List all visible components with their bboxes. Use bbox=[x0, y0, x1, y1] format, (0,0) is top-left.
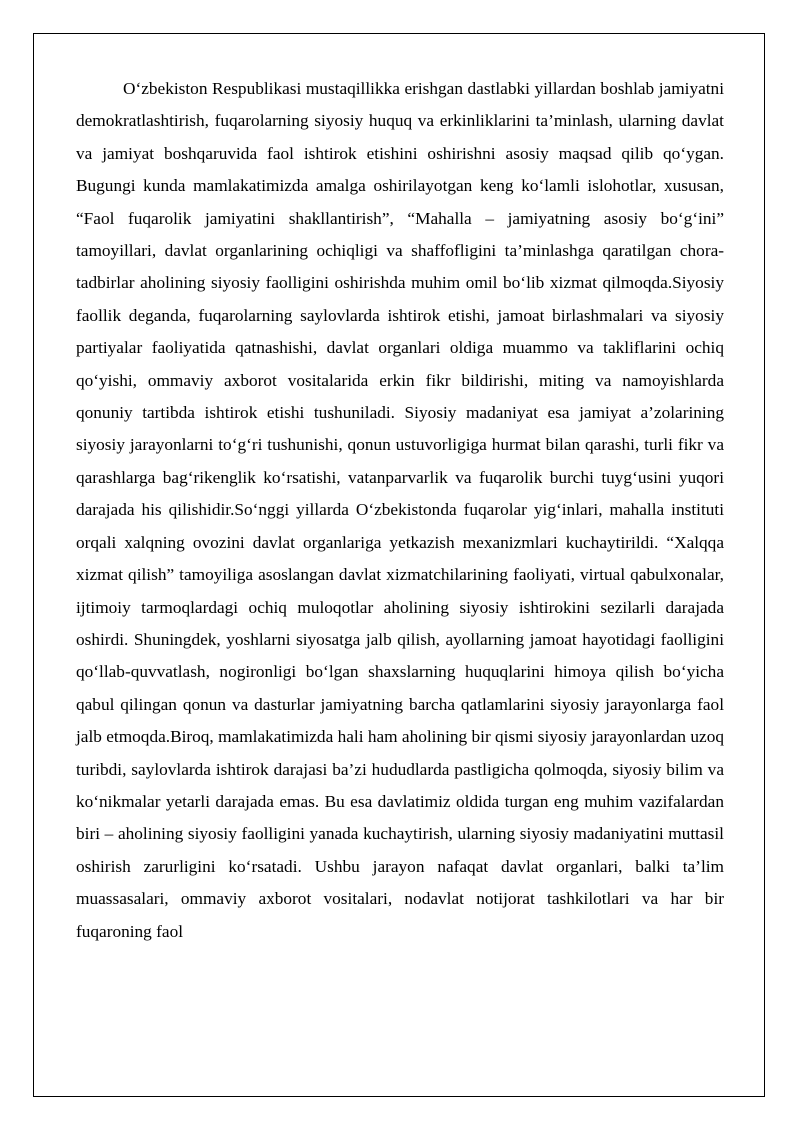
body-paragraph: O‘zbekiston Respublikasi mustaqillikka erishgan dastlabki yillardan boshlab jamiyatni demokratlashtirish, fuqarolarning siyosiy huquq va erkinliklarini ta’minlash, ularning davlat va jamiyat boshqaruvida faol ishtirok etishini oshirishni asosiy maqsad qilib qo‘ygan. Bugungi kunda mamlakatimizda amalga oshirilayotgan keng ko‘lamli islohotlar, xususan, “Faol fuqarolik jamiyatini shakllantirish”, “Mahalla – jamiyatning asosiy bo‘g‘ini” tamoyillari, davlat organlarining ochiqligi va shaffofligini ta’minlashga qaratilgan chora-tadbirlar aholining siyosiy faolligini oshirishda muhim omil bo‘lib xizmat qilmoqda.Siyosiy faollik deganda, fuqarolarning saylovlarda ishtirok etishi, jamoat birlashmalari va siyosiy partiyalar faoliyatida qatnashishi, davlat organlari oldiga muammo va takliflarini ochiq qo‘yishi, ommaviy axborot vositalarida erkin fikr bildirishi, miting va namoyishlarda qonuniy tartibda ishtirok etishi tushuniladi. Siyosiy madaniyat esa jamiyat a’zolarining siyosiy jarayonlarni to‘g‘ri tushunishi, qonun ustuvorligiga hurmat bilan qarashi, turli fikr va qarashlarga bag‘rikenglik ko‘rsatishi, vatanparvarlik va fuqarolik burchi tuyg‘usini yuqori darajada his qilishidir.So‘nggi yillarda O‘zbekistonda fuqarolar yig‘inlari, mahalla instituti orqali xalqning ovozini davlat organlariga yetkazish mexanizmlari kuchaytirildi. “Xalqqa xizmat qilish” tamoyiliga asoslangan davlat xizmatchilarining faoliyati, virtual qabulxonalar, ijtimoiy tarmoqlardagi ochiq muloqotlar aholining siyosiy ishtirokini sezilarli darajada oshirdi. Shuningdek, yoshlarni siyosatga jalb qilish, ayollarning jamoat hayotidagi faolligini qo‘llab-quvvatlash, nogironligi bo‘lgan shaxslarning huquqlarini himoya qilish bo‘yicha qabul qilingan qonun va dasturlar jamiyatning barcha qatlamlarini siyosiy jarayonlarga faol jalb etmoqda.Biroq, mamlakatimizda hali ham aholining bir qismi siyosiy jarayonlardan uzoq turibdi, saylovlarda ishtirok darajasi ba’zi hududlarda pastligicha qolmoqda, siyosiy bilim va ko‘nikmalar yetarli darajada emas. Bu esa davlatimiz oldida turgan eng muhim vazifalardan biri – aholining siyosiy faolligini yanada kuchaytirish, ularning siyosiy madaniyatini muttasil oshirish zarurligini ko‘rsatadi. Ushbu jarayon nafaqat davlat organlari, balki ta’lim muassasalari, ommaviy axborot vositalari, nodavlat notijorat tashkilotlari va har bir fuqaroning faol bbox=[76, 79, 724, 941]
